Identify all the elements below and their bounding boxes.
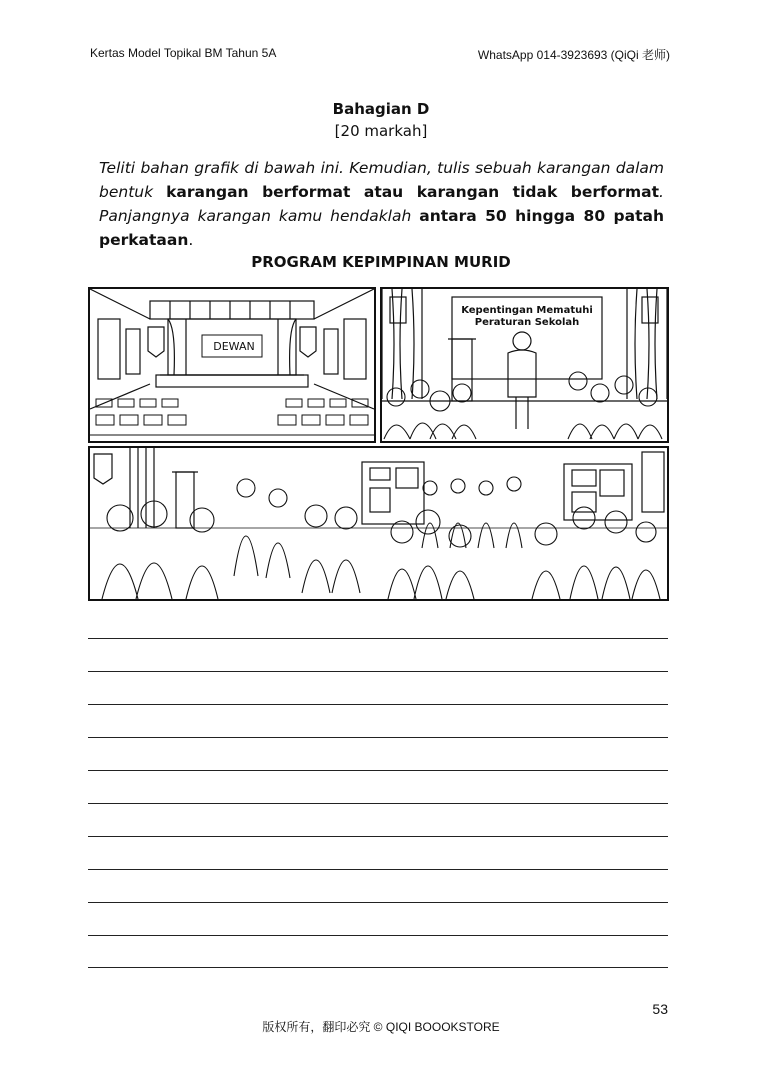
slide-text-line-2: Peraturan Sekolah [474, 317, 580, 328]
section-title: Bahagian D [332, 100, 430, 118]
writing-line[interactable] [88, 671, 668, 672]
writing-line[interactable] [88, 902, 668, 903]
writing-line[interactable] [88, 967, 668, 968]
slide-text [452, 305, 602, 329]
writing-line[interactable] [88, 935, 668, 936]
slide-text-line-1: Kepentingan Mematuhi [461, 305, 593, 316]
writing-line[interactable] [88, 803, 668, 804]
instruction-bold-2: antara 50 hingga 80 patah perkataan [99, 207, 664, 249]
writing-line[interactable] [88, 869, 668, 870]
writing-line[interactable] [88, 704, 668, 705]
writing-line[interactable] [88, 638, 668, 639]
instruction-part-1: Teliti bahan grafik di bawah ini. Kemudian, tulis sebuah karangan dalam bentuk [99, 159, 664, 201]
writing-line[interactable] [88, 737, 668, 738]
writing-line[interactable] [88, 770, 668, 771]
page-number: 53 [652, 1001, 668, 1017]
instruction-part-2: . Panjangnya karangan kamu hendaklah [99, 183, 664, 225]
instruction-text [99, 156, 664, 252]
header-right: WhatsApp 014-3923693 (QiQi 老师) [477, 48, 670, 62]
illustration-hall [88, 287, 376, 443]
footer-copyright: 版权所有，翻印必究 © QIQI BOOOKSTORE [262, 1020, 500, 1034]
section-marks: [20 markah] [334, 122, 428, 140]
instruction-part-3: . [188, 231, 194, 249]
program-title: PROGRAM KEPIMPINAN MURID [251, 253, 511, 271]
illustration-activities [88, 446, 669, 601]
instruction-bold-1: karangan berformat atau karangan tidak berformat [166, 183, 660, 201]
writing-line[interactable] [88, 836, 668, 837]
header-left: Kertas Model Topikal BM Tahun 5A [90, 46, 277, 60]
illustration-speaker [380, 287, 669, 443]
hall-sign: DEWAN [213, 340, 255, 353]
